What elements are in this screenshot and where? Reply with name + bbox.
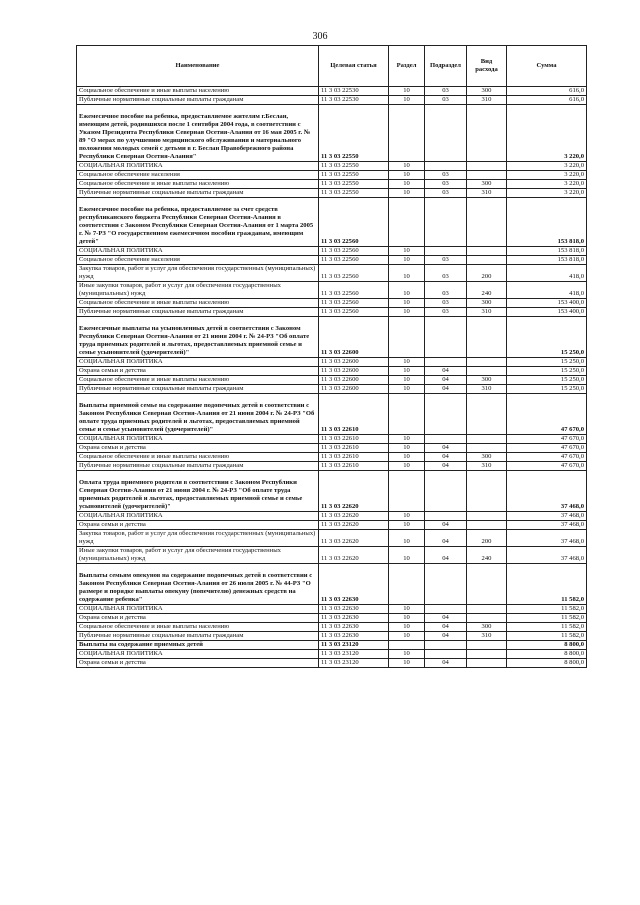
row-expense-type: 300 <box>467 87 507 96</box>
row-expense-type <box>467 435 507 444</box>
row-section: 10 <box>389 444 425 453</box>
table-row <box>77 659 587 668</box>
row-expense-type <box>467 659 507 668</box>
page-number: 306 <box>312 31 328 42</box>
row-expense-type <box>467 650 507 659</box>
row-section: 10 <box>389 605 425 614</box>
row-sum: 11 582,0 <box>507 623 587 632</box>
row-sum: 616,0 <box>507 96 587 105</box>
row-name: Социальное обеспечение населения <box>77 171 319 180</box>
row-subsection: 03 <box>425 87 467 96</box>
row-article: 11 3 03 22560 <box>319 247 389 256</box>
row-expense-type <box>467 105 507 162</box>
row-section: 10 <box>389 96 425 105</box>
row-article: 11 3 03 22610 <box>319 453 389 462</box>
row-sum: 8 800,0 <box>507 659 587 668</box>
row-name: Социальное обеспечение и иные выплаты населению <box>77 299 319 308</box>
table-row <box>77 530 587 547</box>
row-sum: 8 800,0 <box>507 650 587 659</box>
row-name: Охрана семьи и детства <box>77 614 319 623</box>
row-article: 11 3 03 22620 <box>319 471 389 512</box>
table-row <box>77 564 587 605</box>
row-section: 10 <box>389 376 425 385</box>
row-section: 10 <box>389 358 425 367</box>
row-subsection <box>425 512 467 521</box>
row-article: 11 3 03 22610 <box>319 435 389 444</box>
row-section: 10 <box>389 521 425 530</box>
row-sum: 15 250,0 <box>507 385 587 394</box>
row-sum: 153 400,0 <box>507 308 587 317</box>
row-sum: 15 250,0 <box>507 317 587 358</box>
row-name: Ежемесячные выплаты на усыновленных детей в соответствии с Законом Республики Северная Осетия-Алания от 21 июня 2004 г. № 24-РЗ "Об оплате труда приемных родителей и льготах, предоставляемых приемной семье и семье усыновителей (удочерителей)" <box>77 317 319 358</box>
row-section: 10 <box>389 632 425 641</box>
row-expense-type <box>467 471 507 512</box>
row-sum: 15 250,0 <box>507 358 587 367</box>
row-article: 11 3 03 22630 <box>319 632 389 641</box>
row-subsection: 04 <box>425 462 467 471</box>
row-section: 10 <box>389 180 425 189</box>
row-sum: 15 250,0 <box>507 367 587 376</box>
row-sum: 47 670,0 <box>507 444 587 453</box>
row-article: 11 3 03 22630 <box>319 623 389 632</box>
row-expense-type: 310 <box>467 96 507 105</box>
row-sum: 11 582,0 <box>507 564 587 605</box>
table-row <box>77 189 587 198</box>
row-subsection: 03 <box>425 189 467 198</box>
row-name: Выплаты приемной семье на содержание подопечных детей в соответствии с Законом Республики Северная Осетия-Алания от 21 июня 2004 г. № 24-РЗ "Об оплате труда приемных родителей и льготах, предоставляемых приемной семье и семье усыновителей (удочерителей)" <box>77 394 319 435</box>
table-row <box>77 198 587 247</box>
row-section: 10 <box>389 435 425 444</box>
budget-table <box>76 45 587 668</box>
header-expense-type: Вид расхода <box>467 46 507 87</box>
row-name: Социальное обеспечение и иные выплаты населению <box>77 623 319 632</box>
row-subsection <box>425 247 467 256</box>
table-row <box>77 105 587 162</box>
row-name: Публичные нормативные социальные выплаты гражданам <box>77 96 319 105</box>
row-section: 10 <box>389 299 425 308</box>
row-article: 11 3 03 22610 <box>319 394 389 435</box>
table-row <box>77 521 587 530</box>
row-subsection: 04 <box>425 453 467 462</box>
row-sum: 11 582,0 <box>507 614 587 623</box>
row-subsection <box>425 435 467 444</box>
row-section: 10 <box>389 547 425 564</box>
row-name: Оплата труда приемного родителя в соответствии с Законом Республики Северная Осетия-Алания от 21 июня 2004 г. № 24-РЗ "Об оплате труда приемных родителей и льготах, предоставляемых приемной семье и семье усыновителей (удочерителей)" <box>77 471 319 512</box>
row-article: 11 3 03 22620 <box>319 512 389 521</box>
row-subsection <box>425 105 467 162</box>
row-section: 10 <box>389 87 425 96</box>
row-expense-type <box>467 171 507 180</box>
row-expense-type: 300 <box>467 180 507 189</box>
row-section <box>389 394 425 435</box>
row-name: Публичные нормативные социальные выплаты гражданам <box>77 632 319 641</box>
row-sum: 15 250,0 <box>507 376 587 385</box>
row-sum: 153 818,0 <box>507 247 587 256</box>
row-article: 11 3 03 22530 <box>319 96 389 105</box>
row-section <box>389 564 425 605</box>
row-sum: 418,0 <box>507 282 587 299</box>
row-expense-type: 310 <box>467 462 507 471</box>
row-expense-type <box>467 521 507 530</box>
row-sum: 8 800,0 <box>507 641 587 650</box>
table-row <box>77 308 587 317</box>
row-expense-type: 310 <box>467 632 507 641</box>
table-row <box>77 376 587 385</box>
row-subsection <box>425 605 467 614</box>
row-sum: 3 220,0 <box>507 171 587 180</box>
row-subsection <box>425 641 467 650</box>
row-expense-type <box>467 367 507 376</box>
row-sum: 37 468,0 <box>507 512 587 521</box>
table-row <box>77 453 587 462</box>
row-subsection: 03 <box>425 256 467 265</box>
row-subsection <box>425 317 467 358</box>
row-section: 10 <box>389 623 425 632</box>
table-row <box>77 605 587 614</box>
row-name: Выплаты на содержание приемных детей <box>77 641 319 650</box>
row-article: 11 3 03 22630 <box>319 605 389 614</box>
row-subsection <box>425 198 467 247</box>
row-expense-type <box>467 198 507 247</box>
row-name: Публичные нормативные социальные выплаты гражданам <box>77 189 319 198</box>
table-row <box>77 547 587 564</box>
row-subsection <box>425 564 467 605</box>
row-name: Иные закупки товаров, работ и услуг для обеспечения государственных (муниципальных) нужд <box>77 282 319 299</box>
row-subsection: 03 <box>425 96 467 105</box>
row-section <box>389 471 425 512</box>
row-name: Ежемесячное пособие на ребенка, предоставляемое за счет средств республиканского бюджета Республики Северная Осетия-Алания в соответствии с Законом Республики Северная Осетия-Алания от 1 марта 2005 г. № 7-РЗ "О государственном ежемесячном пособии гражданам, имеющим детей" <box>77 198 319 247</box>
table-row <box>77 171 587 180</box>
table-row <box>77 512 587 521</box>
row-subsection: 03 <box>425 171 467 180</box>
row-sum: 47 670,0 <box>507 453 587 462</box>
table-row <box>77 317 587 358</box>
row-name: Охрана семьи и детства <box>77 659 319 668</box>
row-article: 11 3 03 23120 <box>319 650 389 659</box>
row-subsection: 04 <box>425 623 467 632</box>
row-article: 11 3 03 22600 <box>319 376 389 385</box>
header-subsection: Подраздел <box>425 46 467 87</box>
header-name: Наименование <box>77 46 319 87</box>
row-expense-type: 300 <box>467 623 507 632</box>
table-row <box>77 632 587 641</box>
row-expense-type: 310 <box>467 308 507 317</box>
row-section: 10 <box>389 453 425 462</box>
table-row <box>77 247 587 256</box>
row-article: 11 3 03 22610 <box>319 444 389 453</box>
row-subsection: 03 <box>425 265 467 282</box>
row-subsection <box>425 162 467 171</box>
table-row <box>77 471 587 512</box>
row-sum: 37 468,0 <box>507 471 587 512</box>
row-article: 11 3 03 22620 <box>319 530 389 547</box>
row-name: Социальное обеспечение и иные выплаты населению <box>77 453 319 462</box>
row-expense-type: 200 <box>467 530 507 547</box>
row-sum: 47 670,0 <box>507 462 587 471</box>
row-name: Публичные нормативные социальные выплаты гражданам <box>77 462 319 471</box>
row-article: 11 3 03 22600 <box>319 358 389 367</box>
row-article: 11 3 03 22560 <box>319 256 389 265</box>
row-subsection <box>425 394 467 435</box>
row-article: 11 3 03 22600 <box>319 367 389 376</box>
row-expense-type <box>467 605 507 614</box>
row-sum: 3 220,0 <box>507 180 587 189</box>
row-section: 10 <box>389 308 425 317</box>
row-subsection: 04 <box>425 444 467 453</box>
header-sum: Сумма <box>507 46 587 87</box>
row-subsection: 04 <box>425 614 467 623</box>
row-section: 10 <box>389 189 425 198</box>
row-article: 11 3 03 22620 <box>319 521 389 530</box>
table-row <box>77 435 587 444</box>
row-name: Охрана семьи и детства <box>77 367 319 376</box>
row-subsection: 04 <box>425 376 467 385</box>
table-row <box>77 444 587 453</box>
row-subsection: 04 <box>425 632 467 641</box>
row-expense-type <box>467 247 507 256</box>
table-row <box>77 180 587 189</box>
table-row <box>77 87 587 96</box>
row-subsection: 03 <box>425 180 467 189</box>
table-row <box>77 96 587 105</box>
row-sum: 153 400,0 <box>507 299 587 308</box>
table-row <box>77 299 587 308</box>
row-article: 11 3 03 22560 <box>319 299 389 308</box>
row-name: СОЦИАЛЬНАЯ ПОЛИТИКА <box>77 605 319 614</box>
row-section: 10 <box>389 659 425 668</box>
row-article: 11 3 03 22630 <box>319 614 389 623</box>
table-row <box>77 367 587 376</box>
row-article: 11 3 03 22620 <box>319 547 389 564</box>
row-subsection: 04 <box>425 547 467 564</box>
row-section: 10 <box>389 171 425 180</box>
row-name: СОЦИАЛЬНАЯ ПОЛИТИКА <box>77 358 319 367</box>
row-name: Ежемесячное пособие на ребенка, предоставляемое жителям г.Беслан, имеющим детей, родившихся после 1 сентября 2004 года, в соответствии с Указом Президента Республики Северная Осетия-Алания от 16 мая 2005 г. № 89 "О мерах по улучшению медицинского обслуживания и материального положения молодых семей с детьми в г. Беслан Правобережного района Республики Северная Осетия-Алания" <box>77 105 319 162</box>
row-expense-type <box>467 614 507 623</box>
row-name: Закупка товаров, работ и услуг для обеспечения государственных (муниципальных) нужд <box>77 530 319 547</box>
row-section: 10 <box>389 530 425 547</box>
row-article: 11 3 03 22560 <box>319 265 389 282</box>
row-section: 10 <box>389 462 425 471</box>
table-row <box>77 256 587 265</box>
row-expense-type <box>467 317 507 358</box>
row-article: 11 3 03 22530 <box>319 87 389 96</box>
row-article: 11 3 03 23120 <box>319 641 389 650</box>
row-subsection: 04 <box>425 659 467 668</box>
row-section: 10 <box>389 282 425 299</box>
row-article: 11 3 03 22560 <box>319 282 389 299</box>
table-row <box>77 623 587 632</box>
row-name: Выплаты семьям опекунов на содержание подопечных детей в соответствии с Законом Республики Северная Осетия-Алания от 26 июля 2005 г. № 44-РЗ "О размере и порядке выплаты опекуну (попечителю) денежных средств на содержание ребенка" <box>77 564 319 605</box>
row-article: 11 3 03 22560 <box>319 198 389 247</box>
row-expense-type: 300 <box>467 299 507 308</box>
row-article: 11 3 03 22550 <box>319 105 389 162</box>
row-section: 10 <box>389 162 425 171</box>
row-expense-type <box>467 162 507 171</box>
row-name: СОЦИАЛЬНАЯ ПОЛИТИКА <box>77 435 319 444</box>
row-sum: 37 468,0 <box>507 530 587 547</box>
row-article: 11 3 03 22610 <box>319 462 389 471</box>
row-expense-type: 240 <box>467 282 507 299</box>
row-expense-type: 310 <box>467 385 507 394</box>
row-name: Социальное обеспечение и иные выплаты населению <box>77 180 319 189</box>
row-sum: 153 818,0 <box>507 256 587 265</box>
row-name: Иные закупки товаров, работ и услуг для обеспечения государственных (муниципальных) нужд <box>77 547 319 564</box>
row-section <box>389 641 425 650</box>
row-expense-type <box>467 444 507 453</box>
table-header-row <box>77 46 587 87</box>
row-subsection: 04 <box>425 367 467 376</box>
row-name: СОЦИАЛЬНАЯ ПОЛИТИКА <box>77 512 319 521</box>
header-section: Раздел <box>389 46 425 87</box>
row-sum: 3 220,0 <box>507 189 587 198</box>
row-section <box>389 105 425 162</box>
row-section: 10 <box>389 256 425 265</box>
row-article: 11 3 03 23120 <box>319 659 389 668</box>
row-name: Охрана семьи и детства <box>77 444 319 453</box>
row-sum: 3 220,0 <box>507 105 587 162</box>
row-sum: 11 582,0 <box>507 632 587 641</box>
row-article: 11 3 03 22550 <box>319 180 389 189</box>
row-name: Социальное обеспечение населения <box>77 256 319 265</box>
row-sum: 616,0 <box>507 87 587 96</box>
row-section: 10 <box>389 367 425 376</box>
row-name: СОЦИАЛЬНАЯ ПОЛИТИКА <box>77 247 319 256</box>
row-name: Публичные нормативные социальные выплаты гражданам <box>77 308 319 317</box>
row-expense-type <box>467 641 507 650</box>
row-article: 11 3 03 22550 <box>319 171 389 180</box>
row-section: 10 <box>389 512 425 521</box>
row-expense-type: 300 <box>467 453 507 462</box>
row-expense-type <box>467 394 507 435</box>
row-subsection <box>425 650 467 659</box>
row-subsection: 04 <box>425 530 467 547</box>
row-sum: 418,0 <box>507 265 587 282</box>
row-article: 11 3 03 22600 <box>319 385 389 394</box>
table-row <box>77 650 587 659</box>
table-row <box>77 385 587 394</box>
row-expense-type: 200 <box>467 265 507 282</box>
row-sum: 47 670,0 <box>507 394 587 435</box>
row-sum: 37 468,0 <box>507 521 587 530</box>
row-article: 11 3 03 22560 <box>319 308 389 317</box>
row-name: Публичные нормативные социальные выплаты гражданам <box>77 385 319 394</box>
row-sum: 11 582,0 <box>507 605 587 614</box>
row-section: 10 <box>389 265 425 282</box>
table-row <box>77 641 587 650</box>
row-section: 10 <box>389 385 425 394</box>
table-row <box>77 394 587 435</box>
row-article: 11 3 03 22550 <box>319 189 389 198</box>
table-row <box>77 358 587 367</box>
row-expense-type <box>467 564 507 605</box>
row-expense-type <box>467 256 507 265</box>
row-subsection: 04 <box>425 385 467 394</box>
row-subsection <box>425 358 467 367</box>
header-article: Целевая статья <box>319 46 389 87</box>
row-expense-type <box>467 358 507 367</box>
row-subsection <box>425 471 467 512</box>
row-expense-type: 300 <box>467 376 507 385</box>
row-article: 11 3 03 22550 <box>319 162 389 171</box>
row-name: Социальное обеспечение и иные выплаты населению <box>77 87 319 96</box>
row-name: Социальное обеспечение и иные выплаты населению <box>77 376 319 385</box>
row-name: Закупка товаров, работ и услуг для обеспечения государственных (муниципальных) нужд <box>77 265 319 282</box>
row-section: 10 <box>389 247 425 256</box>
row-sum: 37 468,0 <box>507 547 587 564</box>
row-subsection: 03 <box>425 299 467 308</box>
table-row <box>77 614 587 623</box>
row-section <box>389 317 425 358</box>
row-section: 10 <box>389 650 425 659</box>
row-expense-type <box>467 512 507 521</box>
table-row <box>77 265 587 282</box>
row-expense-type: 240 <box>467 547 507 564</box>
row-subsection: 03 <box>425 308 467 317</box>
row-name: СОЦИАЛЬНАЯ ПОЛИТИКА <box>77 162 319 171</box>
table-row <box>77 282 587 299</box>
row-sum: 153 818,0 <box>507 198 587 247</box>
row-expense-type: 310 <box>467 189 507 198</box>
row-section <box>389 198 425 247</box>
table-row <box>77 162 587 171</box>
row-sum: 3 220,0 <box>507 162 587 171</box>
row-name: Охрана семьи и детства <box>77 521 319 530</box>
row-name: СОЦИАЛЬНАЯ ПОЛИТИКА <box>77 650 319 659</box>
row-section: 10 <box>389 614 425 623</box>
table-row <box>77 462 587 471</box>
row-sum: 47 670,0 <box>507 435 587 444</box>
row-article: 11 3 03 22600 <box>319 317 389 358</box>
row-article: 11 3 03 22630 <box>319 564 389 605</box>
row-subsection: 04 <box>425 521 467 530</box>
row-subsection: 03 <box>425 282 467 299</box>
